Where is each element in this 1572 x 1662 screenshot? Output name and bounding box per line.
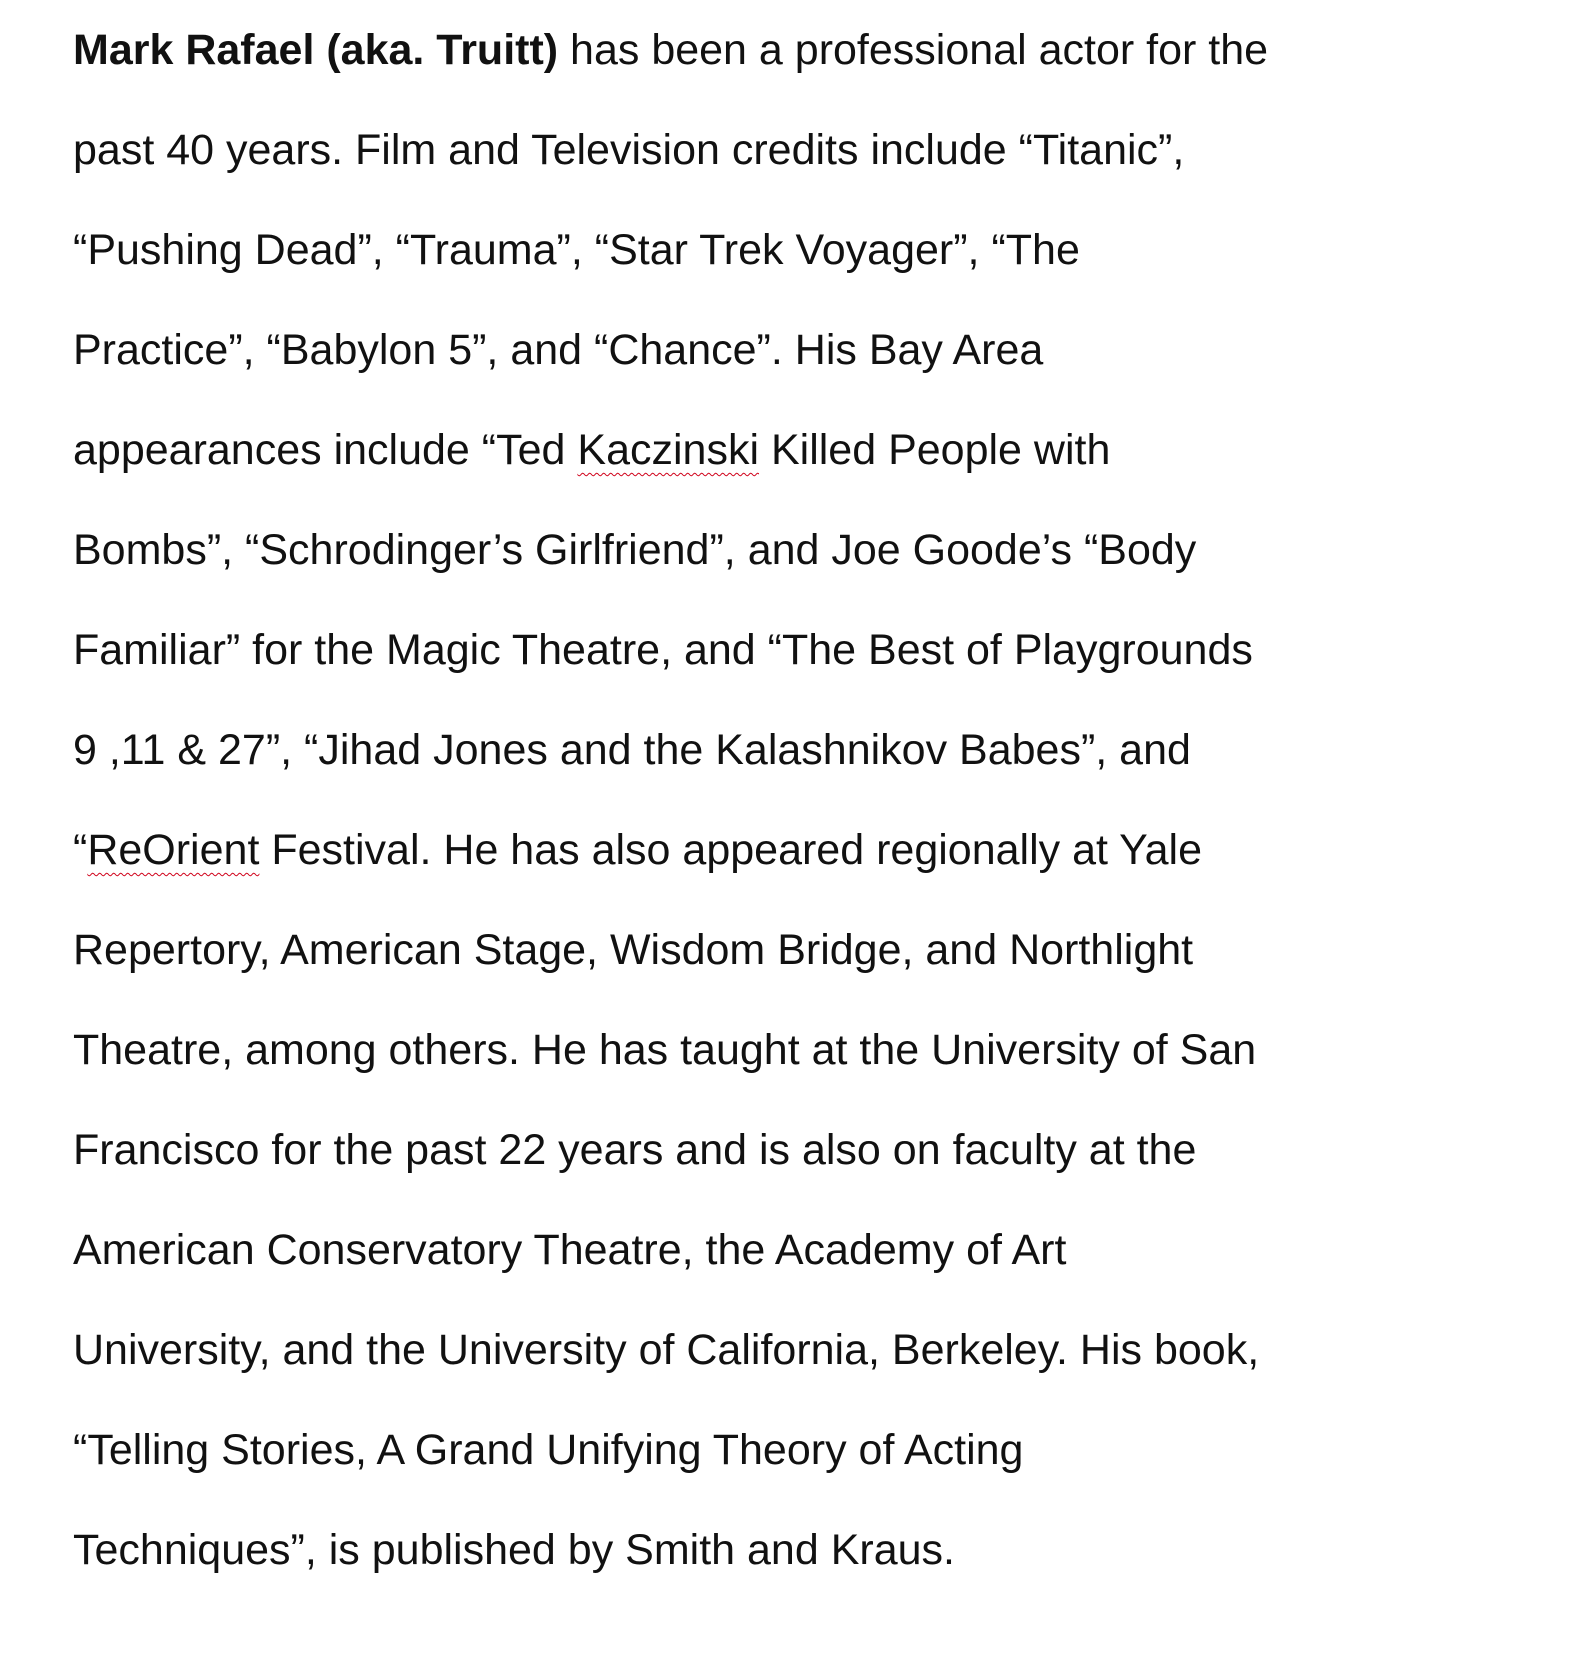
bio-line: past 40 years. Film and Television credits include “Titanic”, bbox=[73, 126, 1185, 174]
bio-paragraph bbox=[73, 0, 1563, 1600]
bio-line bbox=[73, 400, 1563, 500]
bio-line: Familiar” for the Magic Theatre, and “The Best of Playgrounds bbox=[73, 626, 1253, 674]
bio-line: Practice”, “Babylon 5”, and “Chance”. His Bay Area bbox=[73, 326, 1044, 374]
bio-line: American Conservatory Theatre, the Academy of Art bbox=[73, 1226, 1067, 1274]
bio-line bbox=[73, 0, 1563, 100]
bio-text-segment: Festival. He has also appeared regionally at Yale bbox=[259, 826, 1202, 874]
bio-line: “Pushing Dead”, “Trauma”, “Star Trek Voyager”, “The bbox=[73, 226, 1080, 274]
bio-line: “Telling Stories, A Grand Unifying Theory of Acting bbox=[73, 1426, 1024, 1474]
bio-line bbox=[73, 800, 1563, 900]
bio-line: Techniques”, is published by Smith and Kraus. bbox=[73, 1526, 955, 1574]
misspelled-word[interactable]: ReOrient bbox=[87, 826, 260, 874]
bio-line: Francisco for the past 22 years and is also on faculty at the bbox=[73, 1126, 1197, 1174]
bio-line: Theatre, among others. He has taught at the University of San bbox=[73, 1026, 1257, 1074]
bio-line: 9 ,11 & 27”, “Jihad Jones and the Kalashnikov Babes”, and bbox=[73, 726, 1191, 774]
bio-line: Repertory, American Stage, Wisdom Bridge, and Northlight bbox=[73, 926, 1194, 974]
bio-line: University, and the University of California, Berkeley. His book, bbox=[73, 1326, 1260, 1374]
bio-text-segment: “ bbox=[73, 826, 88, 874]
bio-text-segment: Killed People with bbox=[759, 426, 1111, 474]
misspelled-word[interactable]: Kaczinski bbox=[577, 426, 760, 474]
bio-line: Bombs”, “Schrodinger’s Girlfriend”, and Joe Goode’s “Body bbox=[73, 526, 1197, 574]
bio-text-segment: has been a professional actor for the bbox=[558, 26, 1269, 74]
bio-text-segment: appearances include “Ted bbox=[73, 426, 578, 474]
actor-name: Mark Rafael (aka. Truitt) bbox=[73, 26, 559, 74]
